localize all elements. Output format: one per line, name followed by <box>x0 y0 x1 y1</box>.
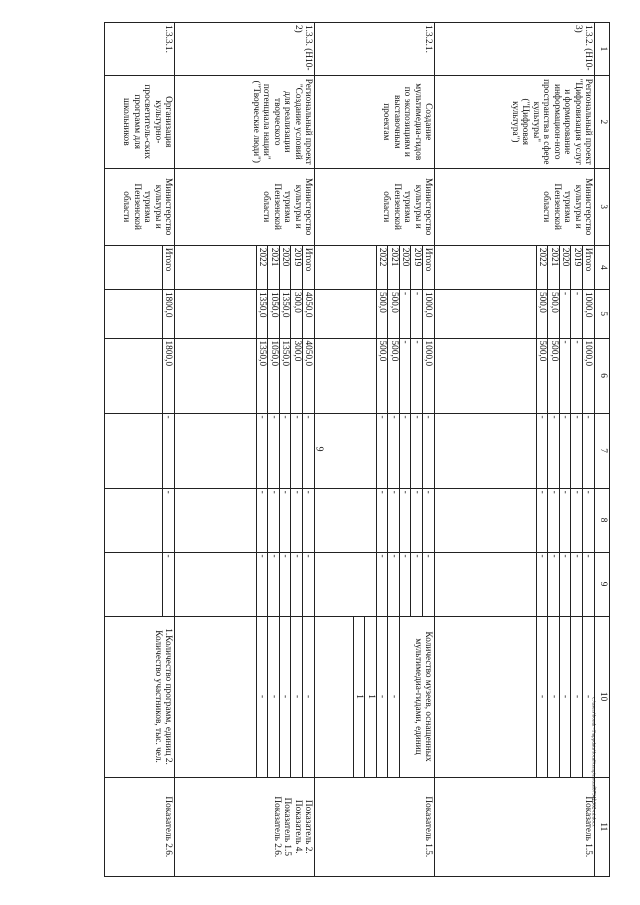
year-cell-value: 2022 <box>256 246 268 289</box>
target-indicator: Показатель 2. Показатель 4. Показатель 1.5 Показатель 2.6. <box>175 777 315 876</box>
col8-cell-value: - <box>256 489 268 552</box>
col7-cell-value: - <box>582 414 594 488</box>
indicator-cell <box>435 616 595 777</box>
col8-cell <box>175 488 315 552</box>
col7-cell <box>175 413 315 488</box>
col9-cell-value: - <box>268 553 280 616</box>
header-cell: 3 <box>595 168 610 245</box>
col5-cell <box>315 289 435 338</box>
col5-cell-value: 1350,0 <box>279 290 291 338</box>
col7-cell-value: - <box>388 414 400 488</box>
indicator-value: - <box>279 617 291 777</box>
year-cell-value: 2020 <box>399 246 411 289</box>
footer-file-path: c:\users\bondr~1\appdata\local\temp\notesf8794f\362-ni.docx <box>590 697 596 827</box>
col6-cell-value: - <box>559 339 571 413</box>
page-number: 9 <box>313 446 325 452</box>
col8-cell-value: - <box>422 489 434 552</box>
row-name: Региональный проект "Создание условий для реализации творческого потенциала нации" ("Творческие люди") <box>175 75 315 168</box>
year-cell-value: Итого <box>302 246 314 289</box>
col8-cell-value: - <box>548 489 560 552</box>
col5-cell-value: 500,0 <box>376 290 388 338</box>
col6-cell-value: 500,0 <box>376 339 388 413</box>
col6-cell-value: - <box>411 339 423 413</box>
year-cell-value: Итого <box>422 246 434 289</box>
col9-cell-value: - <box>388 553 400 616</box>
target-indicator: Показатель 1.5. <box>315 777 435 876</box>
header-cell: 2 <box>595 75 610 168</box>
year-cell-value: 2021 <box>268 246 280 289</box>
table-row <box>105 23 175 877</box>
col9-cell-value: - <box>376 553 388 616</box>
col8-cell-value: - <box>559 489 571 552</box>
header-cell: 4 <box>595 245 610 289</box>
col6-cell <box>105 338 175 413</box>
year-cell <box>435 245 595 289</box>
col5-cell <box>105 289 175 338</box>
col8-cell-value: - <box>399 489 411 552</box>
col7-cell-value: - <box>548 414 560 488</box>
col7-cell <box>315 413 435 488</box>
col7-cell-value: - <box>559 414 571 488</box>
col8-cell-value: - <box>388 489 400 552</box>
year-cell-value: 2019 <box>291 246 303 289</box>
col5-cell-value: - <box>399 290 411 338</box>
col8-cell <box>105 488 175 552</box>
col6-cell-value: 500,0 <box>536 339 548 413</box>
col9-cell-value: - <box>256 553 268 616</box>
row-number: 1.3.3.1. <box>105 23 175 76</box>
col7-cell-value: - <box>162 414 174 488</box>
indicator-value: - <box>582 617 594 777</box>
indicator-value: - <box>548 617 560 777</box>
indicator-value: - <box>571 617 583 777</box>
col9-cell-value: - <box>582 553 594 616</box>
col9-cell-value: - <box>548 553 560 616</box>
col7-cell-value: - <box>411 414 423 488</box>
header-cell: 8 <box>595 488 610 552</box>
col6-cell <box>315 338 435 413</box>
col9-cell-value: - <box>291 553 303 616</box>
indicator-value: - <box>559 617 571 777</box>
header-cell: 7 <box>595 413 610 488</box>
col8-cell-value: - <box>279 489 291 552</box>
col8-cell <box>435 488 595 552</box>
col6-cell <box>175 338 315 413</box>
col6-cell-value: 300,0 <box>291 339 303 413</box>
year-cell-value: Итого <box>162 246 174 289</box>
indicator-label: Количество музеев, оснащенных мультимедиа-гидами, единиц <box>413 631 434 762</box>
col8-cell-value: - <box>162 489 174 552</box>
col6-cell-value: 1350,0 <box>256 339 268 413</box>
col6-cell-value: 1800,0 <box>162 339 174 413</box>
indicator-cell <box>315 616 435 777</box>
col6-cell-value: - <box>571 339 583 413</box>
header-cell: 11 <box>595 777 610 876</box>
col7-cell-value: - <box>279 414 291 488</box>
col9-cell-value: - <box>162 553 174 616</box>
row-name: Региональный проект "Цифровизация услуг и формирование информацион-ного пространства в сфере культуры" ("Цифровая культура") <box>435 75 595 168</box>
col9-cell-value: - <box>571 553 583 616</box>
col9-cell-value: - <box>399 553 411 616</box>
col7-cell-value: - <box>376 414 388 488</box>
col6-cell-value: 1000,0 <box>422 339 434 413</box>
col5-cell-value: 1000,0 <box>582 290 594 338</box>
year-cell-value: 2022 <box>536 246 548 289</box>
row-number: 1.3.3. (Н10-2) <box>175 23 315 76</box>
header-cell: 10 <box>595 616 610 777</box>
col6-cell-value: 1000,0 <box>582 339 594 413</box>
col7-cell-value: - <box>291 414 303 488</box>
col5-cell-value: 500,0 <box>548 290 560 338</box>
target-indicator: Показатель 1.5. <box>435 777 595 876</box>
table-row <box>435 23 595 877</box>
col9-cell-value: - <box>559 553 571 616</box>
indicator-value: - <box>256 617 268 777</box>
col5-cell-value: 1350,0 <box>256 290 268 338</box>
col6-cell-value: - <box>399 339 411 413</box>
col8-cell-value: - <box>536 489 548 552</box>
year-cell-value: 2021 <box>388 246 400 289</box>
row-number: 1.3.2.1. <box>315 23 435 76</box>
header-cell: 5 <box>595 289 610 338</box>
col9-cell <box>315 552 435 616</box>
col5-cell-value: 1050,0 <box>268 290 280 338</box>
year-cell <box>105 245 175 289</box>
col8-cell-value: - <box>268 489 280 552</box>
col5-cell-value: - <box>571 290 583 338</box>
col9-cell-value: - <box>302 553 314 616</box>
row-name: Организация культурно-просветитель-ских программ для школьников <box>105 75 175 168</box>
col5-cell-value: 1800,0 <box>162 290 174 338</box>
year-cell-value: 2020 <box>279 246 291 289</box>
col6-cell-value: 1350,0 <box>279 339 291 413</box>
indicator-value: 1 <box>365 617 377 777</box>
row-executor: Министерство культуры и туризма Пензенской области <box>175 168 315 245</box>
col8-cell <box>315 488 435 552</box>
header-cell: 9 <box>595 552 610 616</box>
year-cell-value: 2020 <box>559 246 571 289</box>
col9-cell-value: - <box>411 553 423 616</box>
col8-cell-value: - <box>582 489 594 552</box>
rotated-table-container <box>80 22 610 877</box>
table-row <box>315 23 435 877</box>
row-executor: Министерство культуры и туризма Пензенской области <box>435 168 595 245</box>
col8-cell-value: - <box>302 489 314 552</box>
col5-cell-value: - <box>411 290 423 338</box>
col7-cell-value: - <box>571 414 583 488</box>
year-cell <box>315 245 435 289</box>
indicator-value: - <box>388 617 400 777</box>
col9-cell-value: - <box>422 553 434 616</box>
table-body <box>105 23 610 877</box>
col5-cell <box>435 289 595 338</box>
col6-cell-value: 500,0 <box>388 339 400 413</box>
indicator-label: 1.Количество программ, единиц 2. Количество участников, тыс. чел. <box>153 628 174 765</box>
program-table <box>104 22 610 877</box>
col5-cell-value: 500,0 <box>388 290 400 338</box>
col9-cell-value: - <box>279 553 291 616</box>
year-cell-value: Итого <box>582 246 594 289</box>
col5-cell <box>175 289 315 338</box>
col9-cell-value: - <box>536 553 548 616</box>
col9-cell <box>435 552 595 616</box>
year-cell-value: 2019 <box>411 246 423 289</box>
col7-cell-value: - <box>256 414 268 488</box>
col7-cell-value: - <box>268 414 280 488</box>
row-executor: Министерство культуры и туризма Пензенской области <box>315 168 435 245</box>
col7-cell-value: - <box>422 414 434 488</box>
indicator-value: - <box>536 617 548 777</box>
year-cell <box>175 245 315 289</box>
indicator-cell <box>175 616 315 777</box>
col7-cell-value: - <box>399 414 411 488</box>
col7-cell-value: - <box>302 414 314 488</box>
col5-cell-value: 300,0 <box>291 290 303 338</box>
col6-cell-value: 1050,0 <box>268 339 280 413</box>
col6-cell-value: 500,0 <box>548 339 560 413</box>
indicator-value <box>399 617 411 777</box>
indicator-value: - <box>268 617 280 777</box>
col9-cell <box>175 552 315 616</box>
year-cell-value: 2022 <box>376 246 388 289</box>
indicator-value: - <box>291 617 303 777</box>
col7-cell <box>105 413 175 488</box>
indicator-value: - <box>302 617 314 777</box>
indicator-value: 1 <box>353 617 365 777</box>
year-cell-value: 2019 <box>571 246 583 289</box>
header-cell: 1 <box>595 23 610 76</box>
indicator-value: - <box>376 617 388 777</box>
row-executor: Министерство культуры и туризма Пензенской области <box>105 168 175 245</box>
col5-cell-value: - <box>559 290 571 338</box>
col7-cell-value: - <box>536 414 548 488</box>
target-indicator: Показатель 2.6. <box>105 777 175 876</box>
col7-cell <box>435 413 595 488</box>
col5-cell-value: 1000,0 <box>422 290 434 338</box>
col5-cell-value: 500,0 <box>536 290 548 338</box>
table-row <box>175 23 315 877</box>
col8-cell-value: - <box>571 489 583 552</box>
indicator-cell <box>105 616 175 777</box>
col8-cell-value: - <box>291 489 303 552</box>
col8-cell-value: - <box>376 489 388 552</box>
row-name: Создание мультимедиа-гидов по экспозициям и выставочным проектам <box>315 75 435 168</box>
col8-cell-value: - <box>411 489 423 552</box>
col5-cell-value: 4050,0 <box>302 290 314 338</box>
header-row <box>595 23 610 877</box>
col6-cell <box>435 338 595 413</box>
col6-cell-value: 4050,0 <box>302 339 314 413</box>
header-cell: 6 <box>595 338 610 413</box>
year-cell-value: 2021 <box>548 246 560 289</box>
row-number: 1.3.2. (Н10-3) <box>435 23 595 76</box>
col9-cell <box>105 552 175 616</box>
